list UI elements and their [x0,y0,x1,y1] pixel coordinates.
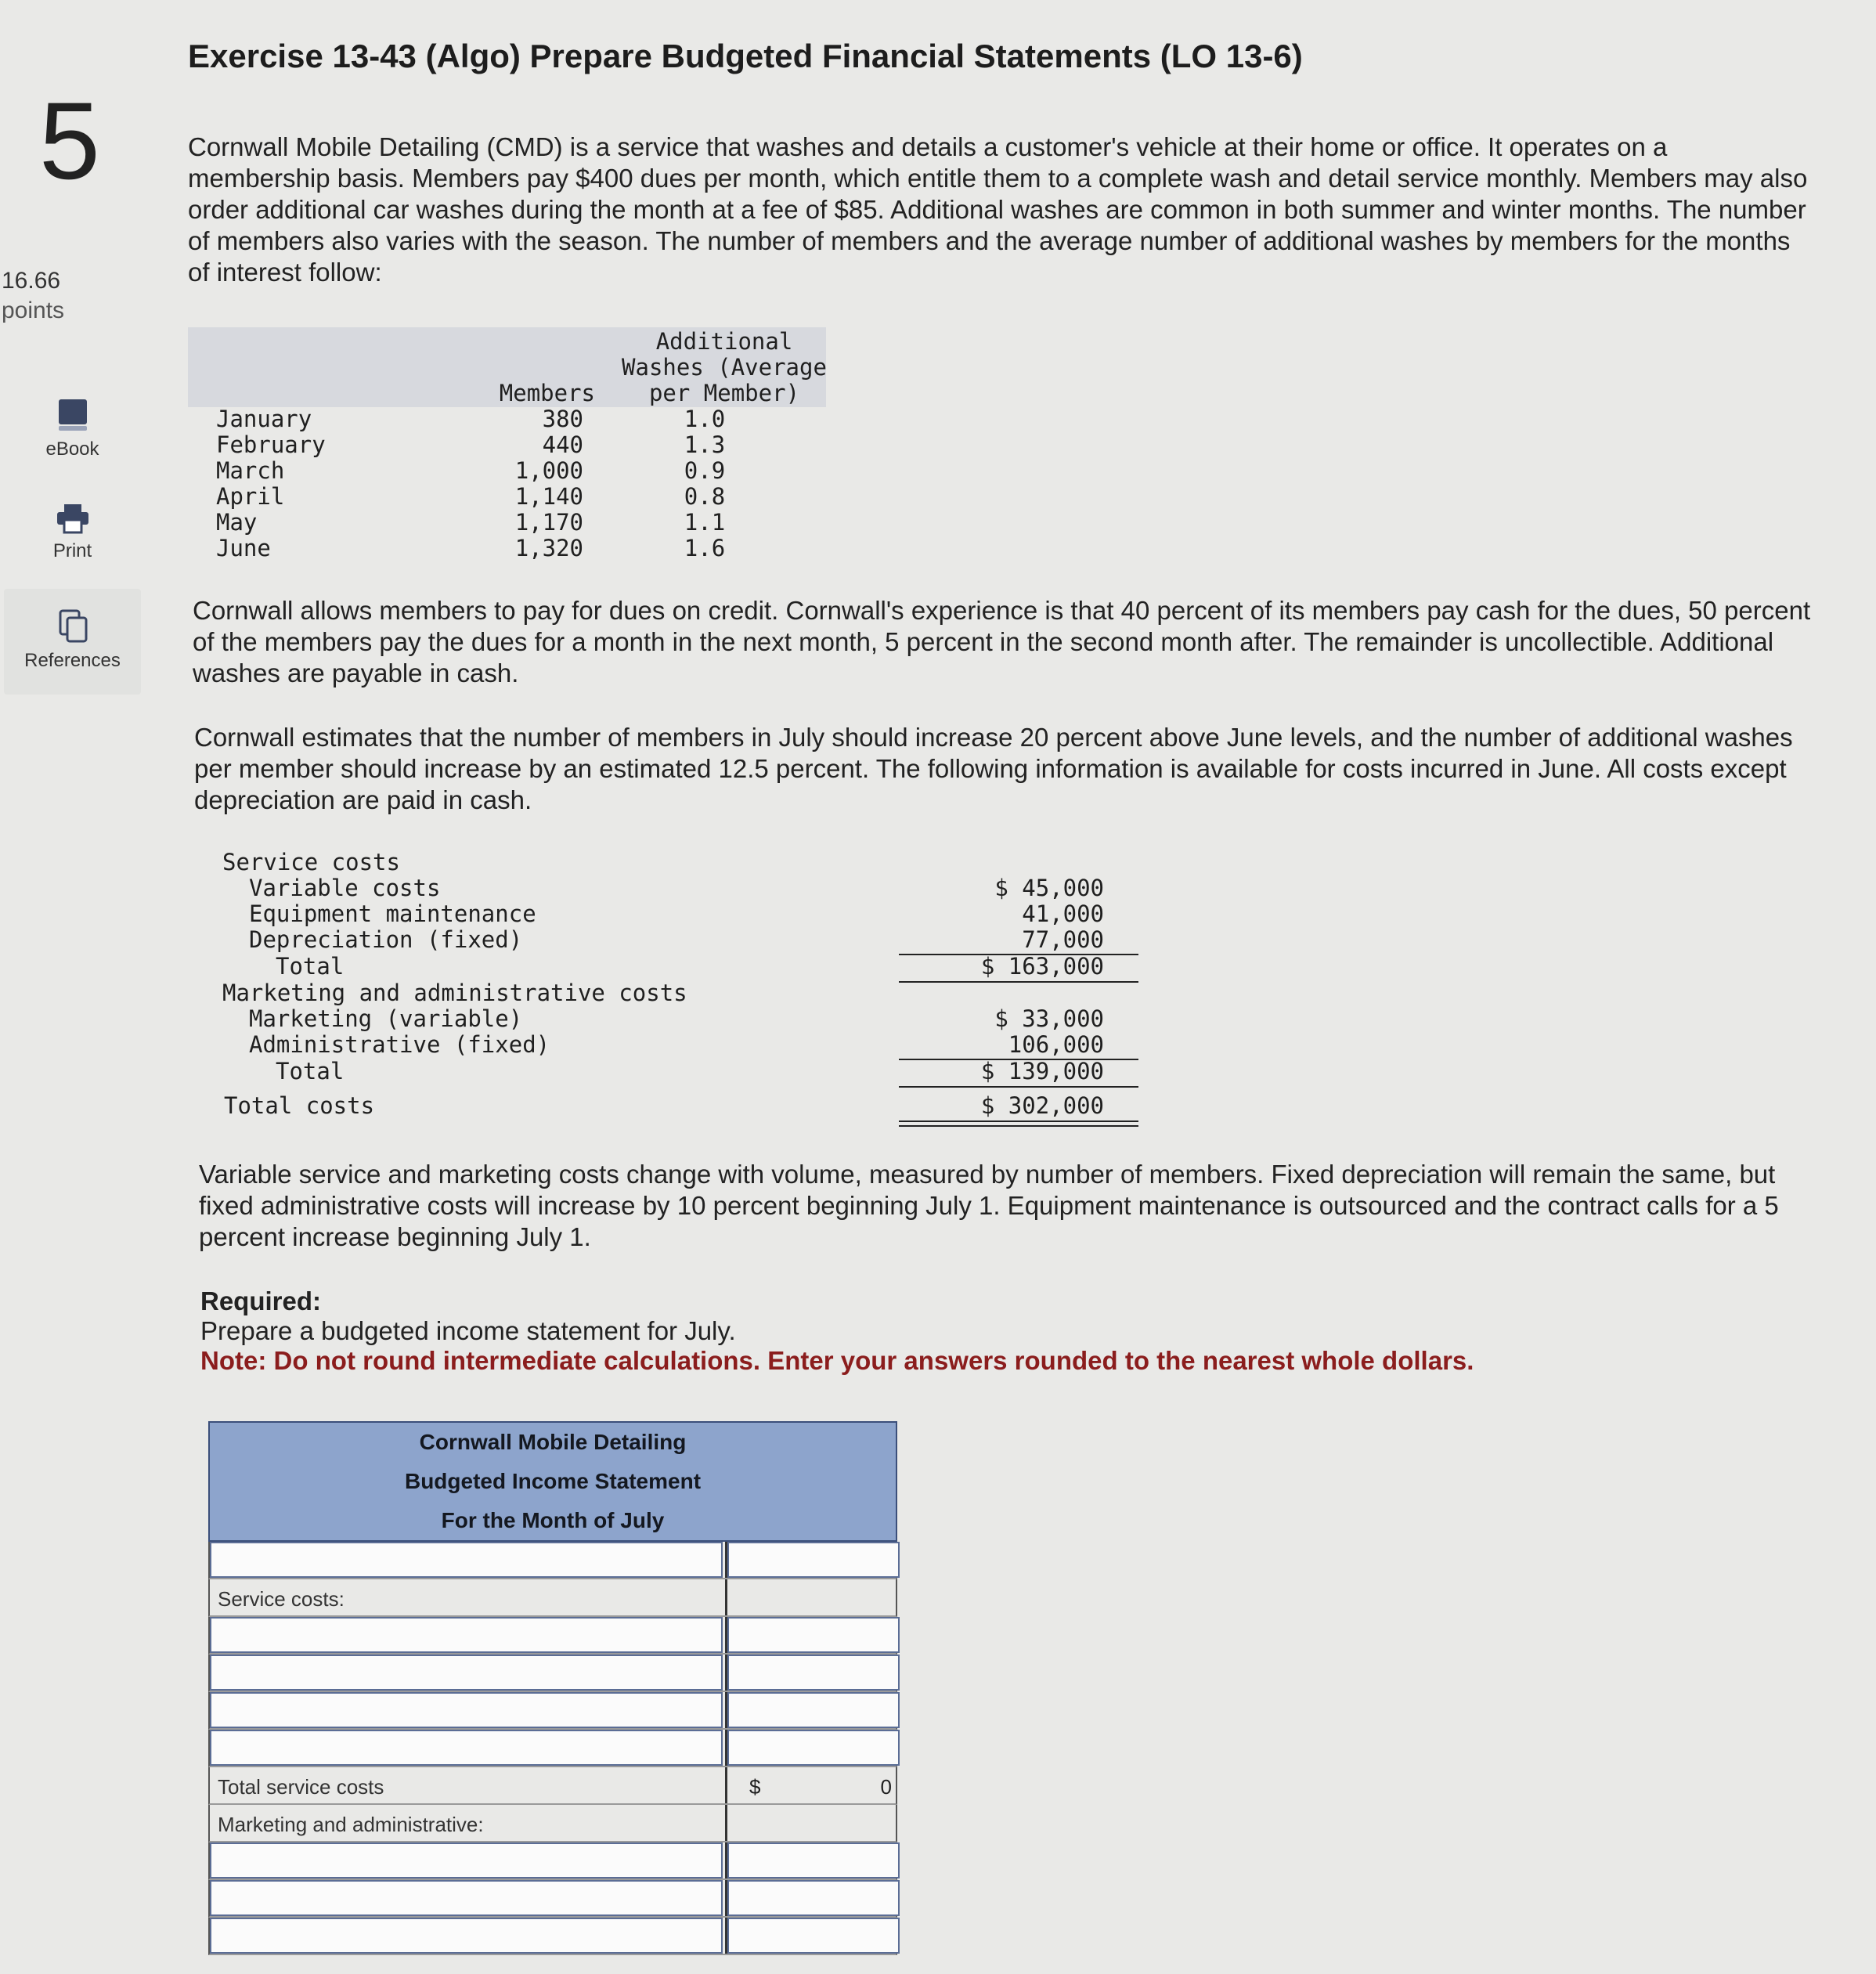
variable-costs-paragraph: Variable service and marketing costs change with volume, measured by number of members. Fixed depreciation will remain the same, but fixed administrative costs will increase by 10 percent beginning July 1. Equipment maintenance is outsourced and the contract calls for a 5 percent increase beginning July 1. [199,1160,1779,1251]
marketing-total-label: Total [276,1058,345,1084]
table-row [208,1617,897,1655]
service-cost-label-input[interactable] [210,1730,723,1766]
variable-costs-label: Variable costs [249,875,441,901]
credit-paragraph: Cornwall allows members to pay for dues on credit. Cornwall's experience is that 40 percent of its members pay cash for the dues, 50 percent of the members pay the dues for a month in the next month, 5 percent in the second month after. The remainder is uncollectible. Additional washes are payable in cash. [193,596,1811,687]
marketing-admin-label: Marketing and administrative: [218,1813,484,1836]
administrative-label: Administrative (fixed) [249,1031,550,1058]
depreciation-value: 77,000 [1022,926,1104,953]
total-costs-label: Total costs [224,1092,375,1119]
ebook-label: eBook [45,438,99,460]
service-cost-amount-input[interactable] [727,1617,900,1653]
equipment-maintenance-value: 41,000 [1022,900,1104,927]
service-costs-heading: Service costs [222,849,400,875]
exercise-title: Exercise 13-43 (Algo) Prepare Budgeted Financial Statements (LO 13-6) [188,38,1303,74]
service-cost-label-input[interactable] [210,1617,723,1653]
service-total-value: $ 163,000 [980,953,1104,980]
marketing-admin-label-input[interactable] [210,1880,723,1916]
table-row [208,1579,897,1617]
total-service-value: 0 [880,1775,892,1799]
marketing-admin-amount-input[interactable] [727,1880,900,1916]
income-statement-header [208,1421,897,1542]
table-row [208,1730,897,1767]
required-text: Prepare a budgeted income statement for July. [200,1316,736,1345]
marketing-admin-amount-input[interactable] [727,1842,900,1878]
estimate-paragraph: Cornwall estimates that the number of members in July should increase 20 percent above June levels, and the number of additional washes per member should increase by an estimated 12.5 percent. The following information is available for costs incurred in June. All costs except depreciation are paid in cash. [194,723,1793,814]
administrative-value: 106,000 [1008,1031,1104,1058]
marketing-total-value: $ 139,000 [980,1058,1104,1084]
intro-paragraph: Cornwall Mobile Detailing (CMD) is a service that washes and details a customer's vehicle at their home or office. It operates on a membership basis. Members pay $400 dues per month, which entitle them to a complete wash and detail service monthly. Members may also order additional car washes during the month at a fee of $85. Additional washes are common in both summer and winter months. The number of members also varies with the season. The number of members and the average number of additional washes by members for the months of interest follow: [188,132,1808,287]
total-costs-rule-1 [899,1121,1138,1122]
marketing-total-rule [899,1086,1138,1088]
service-costs-label: Service costs: [218,1587,345,1611]
washes-header: Additional Washes (Average per Member) [622,328,827,406]
total-service-currency: $ [749,1775,761,1799]
total-service-costs-label: Total service costs [218,1775,384,1799]
variable-costs-value: $ 45,000 [994,875,1104,901]
print-button[interactable] [4,503,141,562]
service-cost-amount-input[interactable] [727,1655,900,1691]
service-total-label: Total [276,953,345,980]
service-cost-label-input[interactable] [210,1692,723,1728]
marketing-admin-heading: Marketing and administrative costs [222,980,687,1006]
question-number: 5 [39,79,100,202]
references-label: References [24,650,121,671]
points-label: points [2,298,65,323]
required-note: Note: Do not round intermediate calculations. Enter your answers rounded to the nearest whole dollars. [200,1346,1474,1375]
points-value: 16.66 [2,268,61,294]
print-label: Print [52,540,92,561]
references-icon [57,609,88,644]
table-row [208,1918,897,1955]
marketing-admin-amount-input[interactable] [727,1918,900,1954]
income-statement-table [208,1421,897,1955]
required-label: Required: [200,1287,322,1315]
book-icon [57,398,88,432]
marketing-admin-label-input[interactable] [210,1842,723,1878]
total-costs-value: $ 302,000 [980,1092,1104,1119]
service-cost-amount-input[interactable] [727,1730,900,1766]
question-sidebar [0,0,145,1974]
marketing-admin-label-input[interactable] [210,1918,723,1954]
references-button[interactable] [4,609,141,672]
table-row [208,1842,897,1880]
table-row [208,1692,897,1730]
table-row [208,1542,897,1579]
table-row [208,1805,897,1842]
members-header: Members [499,380,595,406]
service-cost-amount-input[interactable] [727,1692,900,1728]
ebook-button[interactable] [4,398,141,460]
statement-period: For the Month of July [441,1508,665,1532]
service-cost-label-input[interactable] [210,1655,723,1691]
statement-name: Budgeted Income Statement [404,1469,702,1493]
table-row [208,1880,897,1918]
company-name: Cornwall Mobile Detailing [419,1430,687,1454]
printer-icon [56,503,90,534]
depreciation-label: Depreciation (fixed) [249,926,523,953]
revenue-label-input[interactable] [210,1542,723,1578]
table-row [208,1767,897,1805]
marketing-value: $ 33,000 [994,1005,1104,1032]
table-row [208,1655,897,1692]
points-display [2,266,64,326]
marketing-label: Marketing (variable) [249,1005,523,1032]
revenue-amount-input[interactable] [727,1542,900,1578]
service-total-rule [899,981,1138,983]
total-costs-rule-2 [899,1125,1138,1127]
equipment-maintenance-label: Equipment maintenance [249,900,536,927]
